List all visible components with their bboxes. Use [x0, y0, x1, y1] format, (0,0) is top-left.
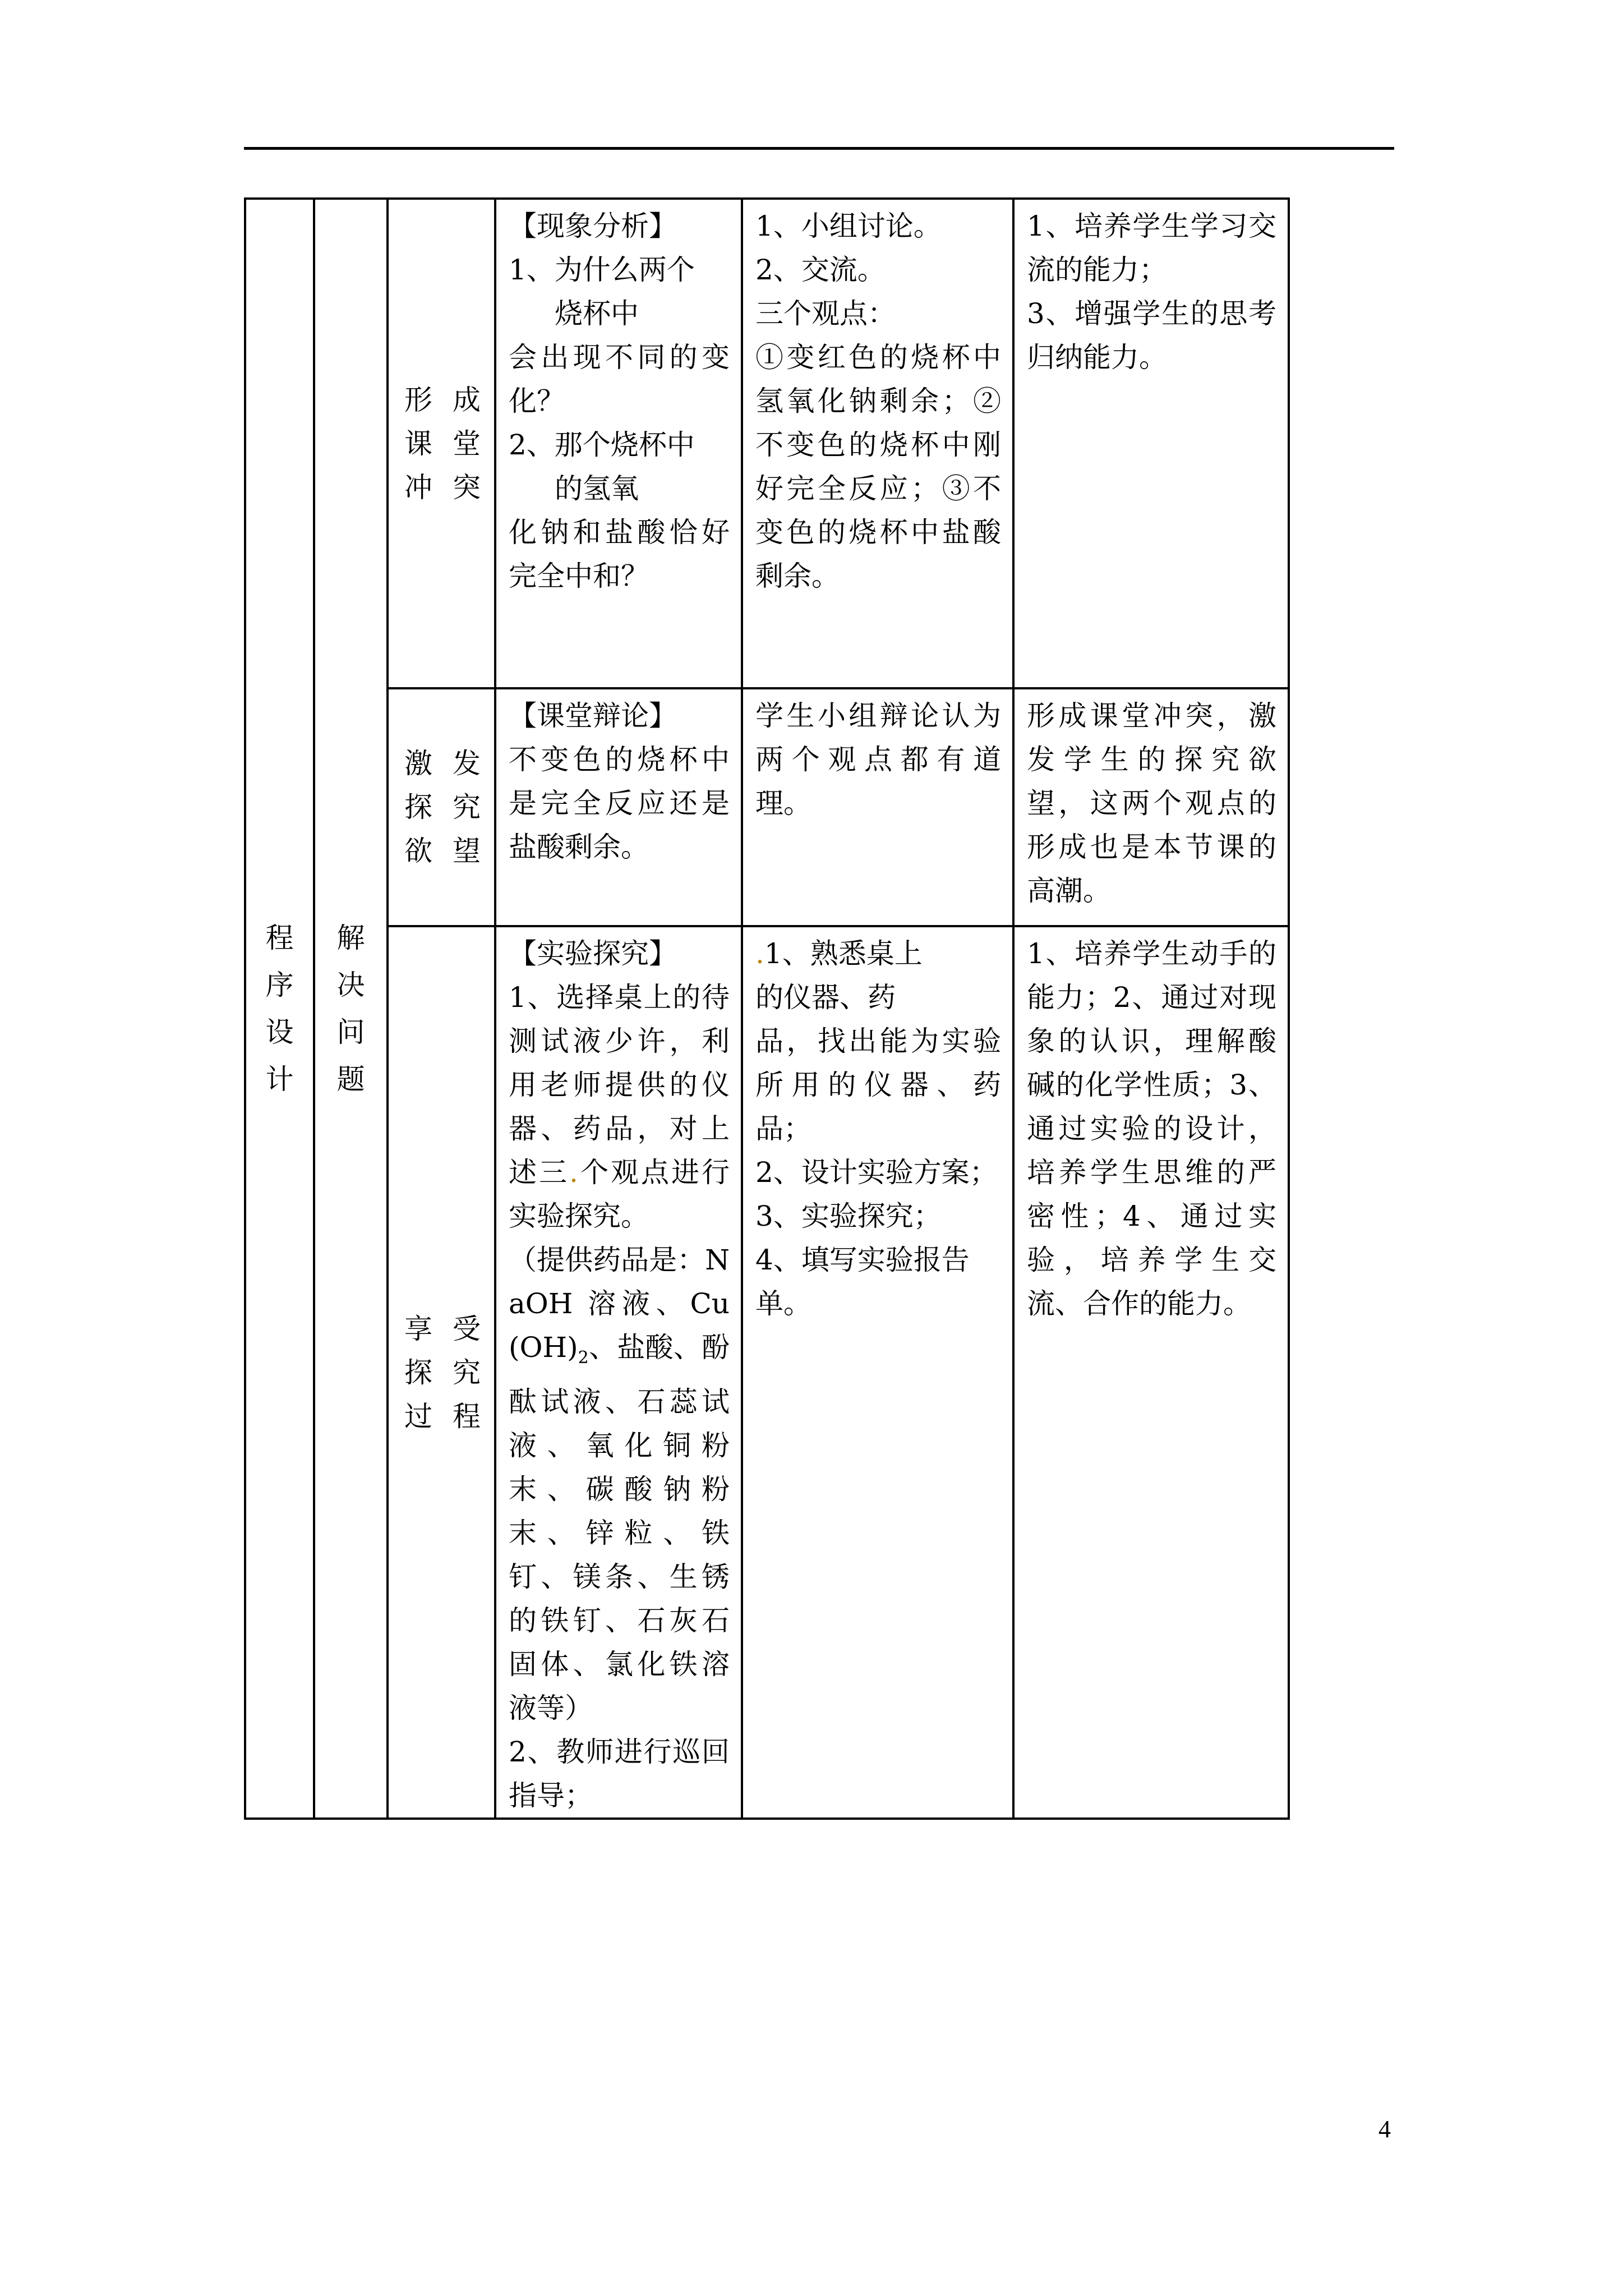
- student-viewpoints: ①变红色的烧杯中氢氧化钠剩余；②不变色的烧杯中刚好完全反应；③不变色的烧杯中盐酸剩余。: [755, 341, 1001, 592]
- lesson-plan-table: [244, 197, 1290, 1820]
- intent-text: 形成课堂冲突，激发学生的探究欲望，这两个观点的形成也是本节课的高潮。: [1027, 700, 1276, 907]
- stage-cell: [388, 199, 495, 688]
- question-1: 1、为什么两个: [509, 254, 695, 286]
- section-heading: 【现象分析】: [509, 210, 677, 242]
- table-row: [245, 688, 1289, 926]
- stage-cell: [388, 688, 495, 926]
- section-heading: 【课堂辩论】: [509, 700, 677, 732]
- design-intent-cell: [1013, 926, 1289, 1819]
- student-line: 1、小组讨论。: [755, 210, 942, 242]
- student-line: 的仪器、药: [755, 981, 896, 1014]
- table-row: [245, 199, 1289, 688]
- student-line: 2、交流。: [755, 254, 886, 286]
- solve-problem-cell: [314, 199, 388, 1819]
- table-row: [245, 926, 1289, 1819]
- student-line: 三个观点：: [755, 297, 896, 330]
- design-intent-cell: [1013, 688, 1289, 926]
- teacher-activity-cell: [495, 926, 742, 1819]
- student-text: 学生小组辩论认为两个观点都有道理。: [755, 700, 1001, 820]
- student-activity-cell: [742, 926, 1013, 1819]
- student-line: 4、填写实验报告单。: [755, 1244, 970, 1320]
- question-1-cont: 烧杯中: [555, 297, 639, 330]
- student-activity-cell: [742, 199, 1013, 688]
- provided-reagents: （提供药品是：NaOH 溶液、$Cu(OH)_2$、盐酸、酚酞试液、石蕊试液、氧化铜粉末、碳酸钠粉末、锌粒、铁钉、镁条、生锈的铁钉、石灰石固体、氯化铁溶液等）: [509, 1244, 730, 1724]
- student-line: 品，找出能为实验所用的仪器、药品；: [755, 1025, 1001, 1145]
- stage-label: 激发探究欲望: [404, 747, 481, 867]
- student-line: .1、熟悉桌上: [755, 937, 923, 970]
- intent-line: 1、培养学生学习交流的能力；: [1027, 210, 1276, 286]
- program-design-cell: [245, 199, 314, 1819]
- teacher-activity-cell: [495, 199, 742, 688]
- teacher-activity-cell: [495, 688, 742, 926]
- header-rule: [244, 147, 1394, 150]
- question-2: 2、那个烧杯中: [509, 429, 695, 461]
- intent-line: 3、增强学生的思考归纳能力。: [1027, 297, 1276, 374]
- solve-problem-label: 解决问题: [336, 922, 365, 1096]
- stage-cell: [388, 926, 495, 1819]
- page-number: 4: [1378, 2115, 1391, 2143]
- question-2-cont: 的氢氧: [555, 472, 639, 505]
- question-1-end: 会出现不同的变化？: [509, 341, 730, 417]
- student-activity-cell: [742, 688, 1013, 926]
- question-2-end: 化钠和盐酸恰好完全中和？: [509, 516, 730, 592]
- experiment-task: 1、选择桌上的待测试液少许，利用老师提供的仪器、药品，对上述三.个观点进行实验探究。: [509, 981, 730, 1232]
- intent-text: 1、培养学生动手的能力；2、通过对现象的认识，理解酸碱的化学性质；3、通过实验的设计，培养学生思维的严密性；4、通过实验，培养学生交流、合作的能力。: [1027, 937, 1276, 1320]
- stage-label: 享受探究过程: [404, 1312, 481, 1433]
- student-line: 2、设计实验方案；: [755, 1156, 998, 1189]
- program-design-label: 程序设计: [265, 922, 294, 1096]
- design-intent-cell: [1013, 199, 1289, 688]
- section-heading: 【实验探究】: [509, 937, 677, 970]
- debate-text: 不变色的烧杯中是完全反应还是盐酸剩余。: [509, 743, 730, 863]
- teacher-guidance: 2、教师进行巡回指导；: [509, 1736, 730, 1812]
- student-line: 3、实验探究；: [755, 1200, 942, 1232]
- stage-label: 形成课堂冲突: [404, 383, 481, 504]
